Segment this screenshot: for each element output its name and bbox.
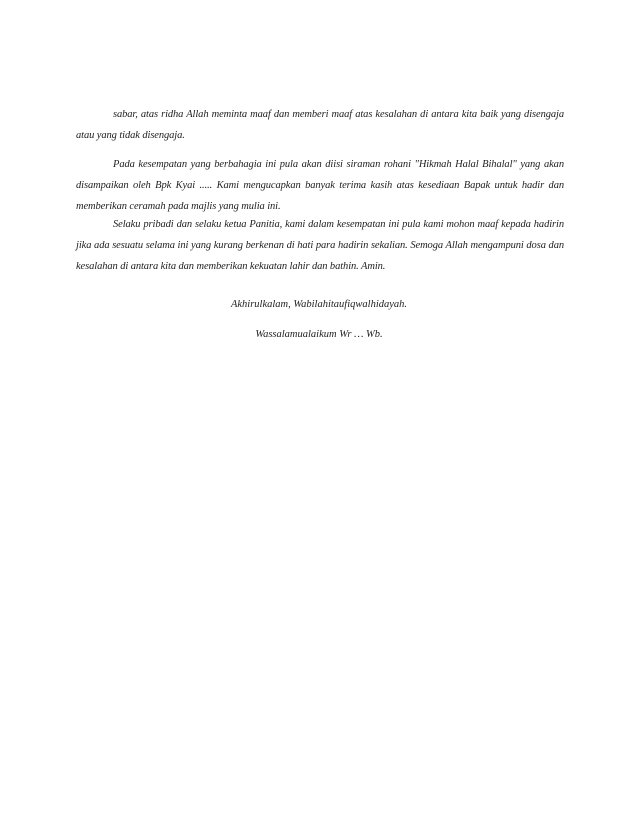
paragraph-mohon-maaf: Selaku pribadi dan selaku ketua Panitia, kami dalam kesempatan ini pula kami mohon maaf kepada hadirin jika ada sesuatu selama ini yang kurang berkenan di hati para hadirin sekalian. Semoga Allah mengampuni dosa dan kesalahan di antara kita dan memberikan kekuatan lahir dan bathin. Amin. (76, 219, 564, 272)
closing-akhirulkalam: Akhirulkalam, Wabilahitaufiqwalhidayah. (230, 299, 408, 310)
paragraph-siraman-rohani: Pada kesempatan yang berbahagia ini pula akan diisi siraman rohani "Hikmah Halal Bihalal" yang akan disampaikan oleh Bpk Kyai ..... Kami mengucapkan banyak terima kasih atas kesediaan Bapak untuk hadir dan memberikan ceramah pada majlis yang mulia ini. (76, 159, 564, 212)
closing-salam: Wassalamualaikum Wr … Wb. (255, 329, 383, 340)
paragraph-sabar: sabar, atas ridha Allah meminta maaf dan memberi maaf atas kesalahan di antara kita baik yang disengaja atau yang tidak disengaja. (76, 109, 564, 141)
